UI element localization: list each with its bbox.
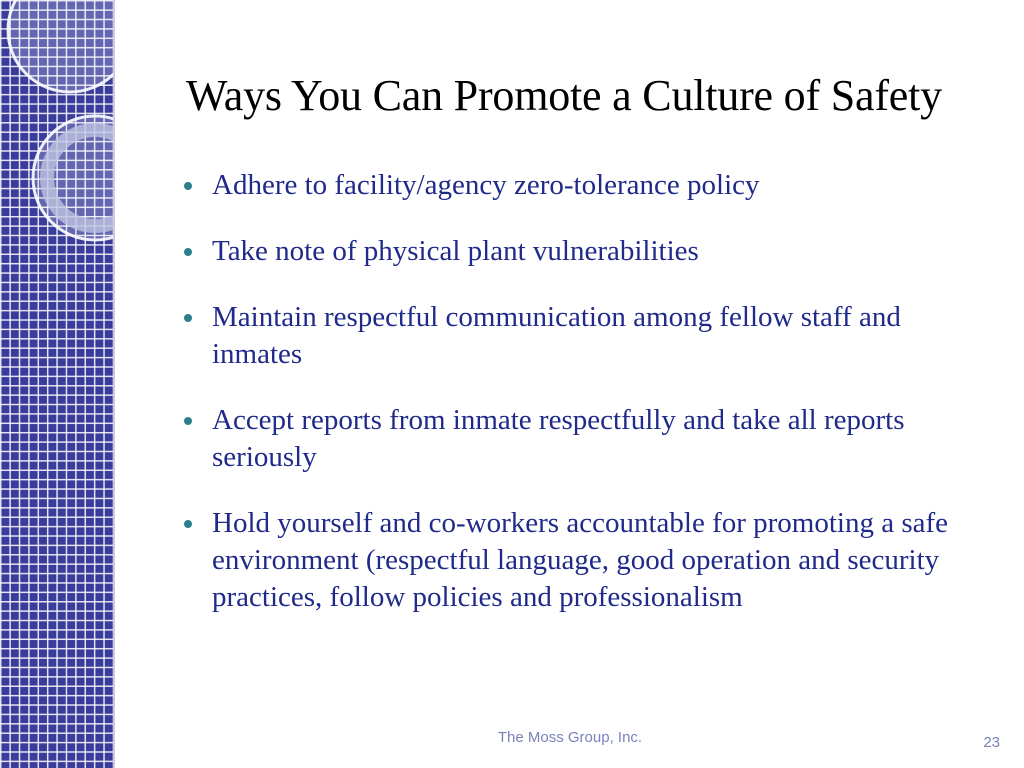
bullet-text: Hold yourself and co-workers accountable for promoting a safe environment (respectful language, good operation and security practices, follow policies and professionalism xyxy=(212,507,949,613)
slide-title: Ways You Can Promote a Culture of Safety xyxy=(186,71,942,120)
bullet-text: Take note of physical plant vulnerabilities xyxy=(212,235,699,267)
bullet-marker-icon xyxy=(184,520,192,528)
sidebar-divider xyxy=(113,0,115,768)
bullet-item xyxy=(181,299,981,373)
bullet-marker-icon xyxy=(184,182,192,190)
bullet-item xyxy=(181,505,981,616)
decorative-rings xyxy=(0,0,113,768)
decorative-grid-sidebar xyxy=(0,0,113,768)
bullet-text: Accept reports from inmate respectfully and take all reports seriously xyxy=(212,404,905,473)
page-number: 23 xyxy=(983,734,1000,751)
bullet-list xyxy=(181,167,981,645)
bullet-marker-icon xyxy=(184,417,192,425)
bullet-text: Adhere to facility/agency zero-tolerance policy xyxy=(212,169,760,201)
bullet-item xyxy=(181,402,981,476)
bullet-marker-icon xyxy=(184,248,192,256)
footer-company: The Moss Group, Inc. xyxy=(497,729,643,746)
bullet-text: Maintain respectful communication among fellow staff and inmates xyxy=(212,301,901,370)
bullet-marker-icon xyxy=(184,314,192,322)
bullet-item xyxy=(181,167,981,204)
bullet-item xyxy=(181,233,981,270)
decorative-ring-top xyxy=(8,0,113,92)
